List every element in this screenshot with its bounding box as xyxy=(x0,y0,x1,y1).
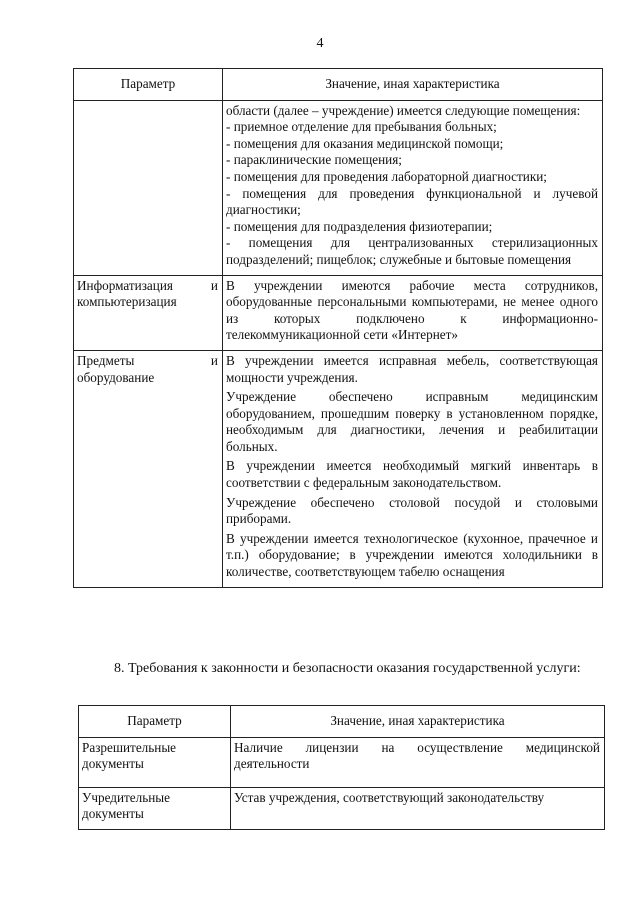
table-row xyxy=(74,350,603,587)
table-row xyxy=(74,275,603,350)
page-number: 4 xyxy=(316,36,324,51)
row-parameter: Предметы и оборудование xyxy=(74,350,223,587)
table-row xyxy=(79,787,605,829)
row-value xyxy=(223,100,603,275)
row-parameter xyxy=(74,100,223,275)
header-parameter: Параметр xyxy=(79,706,231,738)
table-header-row xyxy=(74,69,603,101)
value-line: Учреждение обеспечено столовой посудой и столовыми приборами. xyxy=(226,494,598,527)
value-line: - помещения для проведения лабораторной диагностики; xyxy=(226,168,547,184)
header-parameter: Параметр xyxy=(74,69,223,101)
value-line: - приемное отделение для пребывания больных; xyxy=(226,119,497,135)
row-value xyxy=(223,275,603,350)
row-value: Устав учреждения, соответствующий законодательству xyxy=(231,787,605,829)
value-line: - параклинические помещения; xyxy=(226,152,402,168)
section-heading: 8. Требования к законности и безопасности оказания государственной услуги: xyxy=(114,661,581,676)
value-line: В учреждении имеется исправная мебель, соответствующая мощности учреждения. xyxy=(226,352,598,385)
header-value: Значение, иная характеристика xyxy=(231,706,605,738)
value-line: - помещения для оказания медицинской помощи; xyxy=(226,135,504,151)
value-line: В учреждении имеются рабочие места сотрудников, оборудованные персональными компьютерами, не менее одного из которых подключено к информационно-телекоммуникационной сети «Интернет» xyxy=(226,277,598,343)
legality-table xyxy=(78,705,605,830)
row-value: Наличие лицензии на осуществление медицинской деятельности xyxy=(231,737,605,787)
table-row xyxy=(74,100,603,275)
value-line: - помещения для централизованных стерилизационных подразделений; пищеблок; служебные и бытовые помещения xyxy=(226,235,598,267)
table-row xyxy=(79,737,605,787)
value-line: области (далее – учреждение) имеется следующие помещения: xyxy=(226,102,581,118)
value-line: В учреждении имеется необходимый мягкий инвентарь в соответствии с федеральным законодательством. xyxy=(226,458,598,491)
value-line: - помещения для подразделения физиотерапии; xyxy=(226,218,493,234)
row-parameter: Учредительные документы xyxy=(79,787,231,829)
value-line: Учреждение обеспечено исправным медицинским оборудованием, прошедшим поверку в установленном порядке, необходимым для диагностики, лечения и реабилитации больных. xyxy=(226,389,598,454)
premises-table xyxy=(73,68,603,588)
table-header-row xyxy=(79,706,605,738)
value-line: В учреждении имеется технологическое (кухонное, прачечное и т.п.) оборудование; в учреждении имеются холодильники в количестве, соответствующем табелю оснащения xyxy=(226,530,598,580)
value-line: - помещения для проведения функциональной и лучевой диагностики; xyxy=(226,185,598,218)
row-parameter: Информатизация и компьютеризация xyxy=(74,275,223,350)
row-parameter: Разрешительные документы xyxy=(79,737,231,787)
header-value: Значение, иная характеристика xyxy=(223,69,603,101)
row-value xyxy=(223,350,603,587)
